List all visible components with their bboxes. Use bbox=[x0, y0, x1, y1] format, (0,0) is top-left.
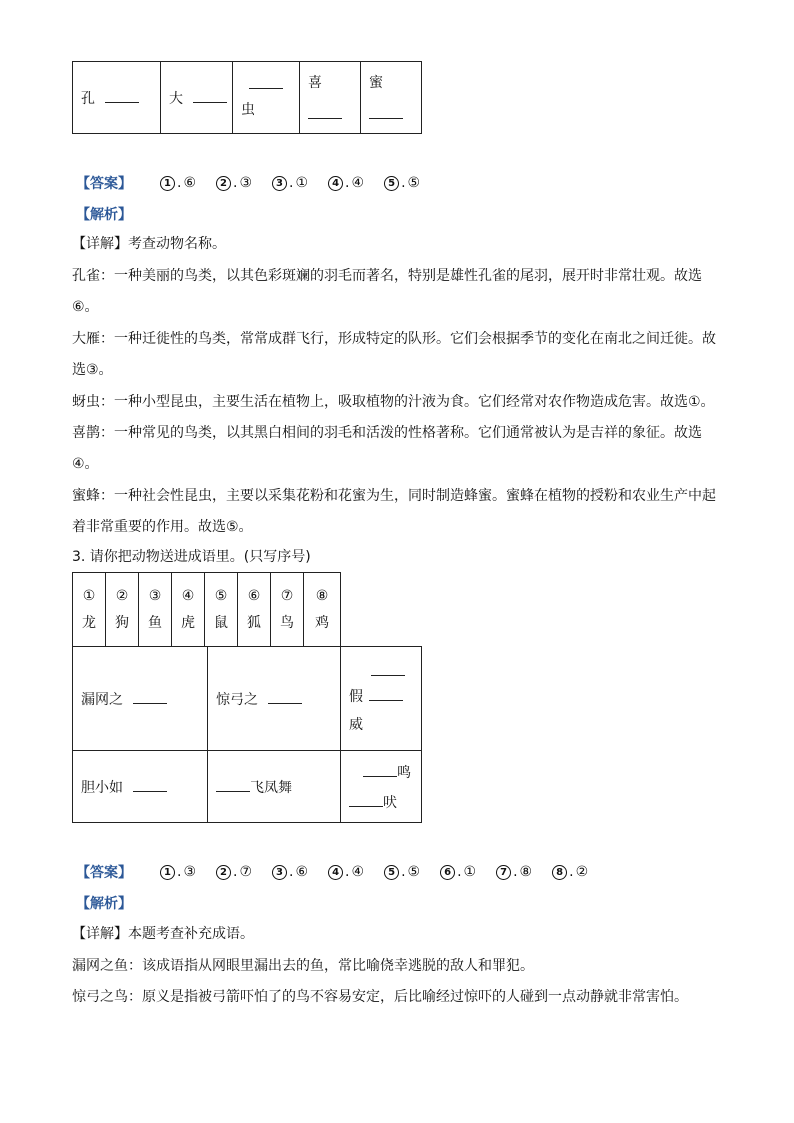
answer-label: 【答案】 bbox=[76, 865, 132, 881]
idiom-cell bbox=[341, 751, 422, 823]
option-name: 狐 bbox=[247, 614, 261, 631]
answer-number: 5 bbox=[384, 865, 399, 880]
option-name: 狗 bbox=[115, 614, 129, 631]
table-cell bbox=[300, 62, 361, 134]
answer-number: 1 bbox=[160, 176, 175, 191]
option-name: 鸡 bbox=[315, 614, 329, 631]
answer-item: 7 . ⑧ bbox=[496, 864, 532, 880]
answer-blank[interactable] bbox=[268, 691, 302, 704]
answer-number: 8 bbox=[552, 865, 567, 880]
answer-value: ③ bbox=[239, 175, 253, 191]
answer-item: 4 . ④ bbox=[328, 864, 364, 880]
option-number: ② bbox=[115, 587, 129, 604]
answer-number: 6 bbox=[440, 865, 455, 880]
idiom-cell bbox=[208, 647, 341, 751]
option-number: ⑤ bbox=[214, 587, 228, 604]
answer-item: 2 . ⑦ bbox=[216, 864, 252, 880]
answer-value: ⑤ bbox=[407, 175, 421, 191]
answer-blank[interactable] bbox=[349, 794, 383, 807]
cell-char: 大 bbox=[169, 90, 183, 107]
animal-option bbox=[172, 573, 205, 647]
answer-value: ③ bbox=[183, 864, 197, 880]
animal-option bbox=[271, 573, 304, 647]
answer-number: 2 bbox=[216, 865, 231, 880]
answer-item: 3 . ⑥ bbox=[272, 864, 308, 880]
answer-number: 3 bbox=[272, 176, 287, 191]
animal-option bbox=[304, 573, 341, 647]
option-number: ③ bbox=[148, 587, 162, 604]
animal-option bbox=[205, 573, 238, 647]
idiom-text: 吠 bbox=[383, 794, 397, 811]
analysis-line: 蚜虫：一种小型昆虫，主要生活在植物上，吸取植物的汁液为食。它们经常对农作物造成危害。故选①。 bbox=[72, 394, 715, 410]
answer-value: ① bbox=[295, 175, 309, 191]
answer-item: 6 . ① bbox=[440, 864, 476, 880]
answer-blank[interactable] bbox=[371, 663, 405, 676]
answer-number: 1 bbox=[160, 865, 175, 880]
answer-value: ⑤ bbox=[407, 864, 421, 880]
idiom-cell bbox=[73, 647, 208, 751]
table-cell bbox=[361, 62, 422, 134]
analysis-line: 漏网之鱼：该成语指从网眼里漏出去的鱼，常比喻侥幸逃脱的敌人和罪犯。 bbox=[72, 958, 534, 974]
analysis-line: 【详解】本题考查补充成语。 bbox=[72, 926, 254, 942]
answer-blank[interactable] bbox=[363, 764, 397, 777]
answer-number: 3 bbox=[272, 865, 287, 880]
answer-blank[interactable] bbox=[133, 779, 167, 792]
idiom-cell bbox=[341, 647, 422, 751]
answer-row bbox=[76, 173, 440, 193]
answer-label: 【答案】 bbox=[76, 176, 132, 192]
animal-option bbox=[139, 573, 172, 647]
animal-option bbox=[73, 573, 106, 647]
cell-char: 喜 bbox=[308, 75, 322, 91]
animal-option bbox=[238, 573, 271, 647]
animal-option bbox=[106, 573, 139, 647]
idiom-text: 惊弓之 bbox=[216, 691, 258, 708]
answer-value: ⑥ bbox=[183, 175, 197, 191]
idiom-text: 飞凤舞 bbox=[250, 779, 292, 796]
answer-value: ⑦ bbox=[239, 864, 253, 880]
analysis-line: 惊弓之鸟：原义是指被弓箭吓怕了的鸟不容易安定，后比喻经过惊吓的人碰到一点动静就非常害怕。 bbox=[72, 989, 688, 1005]
answer-blank[interactable] bbox=[105, 90, 139, 103]
answer-item: 3 . ① bbox=[272, 175, 308, 191]
option-name: 鸟 bbox=[280, 614, 294, 631]
animal-options-table bbox=[72, 572, 341, 647]
analysis-line: 蜜蜂：一种社会性昆虫，主要以采集花粉和花蜜为生，同时制造蜂蜜。蜜蜂在植物的授粉和农业生产中起 bbox=[72, 488, 716, 504]
analysis-line: ④。 bbox=[72, 456, 99, 472]
analysis-line: 【详解】考查动物名称。 bbox=[72, 236, 226, 252]
option-name: 龙 bbox=[82, 614, 96, 631]
answer-item: 5 . ⑤ bbox=[384, 175, 420, 191]
answer-blank[interactable] bbox=[133, 691, 167, 704]
answer-blank[interactable] bbox=[216, 779, 250, 792]
answer-value: ⑥ bbox=[295, 864, 309, 880]
idiom-text: 胆小如 bbox=[81, 779, 123, 796]
table-cell bbox=[161, 62, 233, 134]
analysis-line: 选③。 bbox=[72, 362, 113, 378]
answer-number: 7 bbox=[496, 865, 511, 880]
answer-item: 5 . ⑤ bbox=[384, 864, 420, 880]
question-title: 3. 请你把动物送进成语里。(只写序号) bbox=[72, 549, 311, 565]
answer-number: 5 bbox=[384, 176, 399, 191]
answer-blank[interactable] bbox=[369, 106, 403, 119]
answer-value: ④ bbox=[351, 864, 365, 880]
idiom-text: 鸣 bbox=[397, 764, 411, 781]
answer-item: 1 . ⑥ bbox=[160, 175, 196, 191]
answer-blank[interactable] bbox=[308, 106, 342, 119]
option-name: 虎 bbox=[181, 614, 195, 631]
analysis-line: 孔雀：一种美丽的鸟类，以其色彩斑斓的羽毛而著名，特别是雄性孔雀的尾羽，展开时非常壮观。故选 bbox=[72, 268, 702, 284]
option-number: ⑦ bbox=[280, 587, 294, 604]
analysis-line: 大雁：一种迁徙性的鸟类，常常成群飞行，形成特定的队形。它们会根据季节的变化在南北之间迁徙。故 bbox=[72, 331, 716, 347]
idiom-text: 威 bbox=[349, 717, 363, 733]
answer-row bbox=[76, 862, 608, 882]
option-name: 鼠 bbox=[214, 614, 228, 631]
answer-value: ⑧ bbox=[519, 864, 533, 880]
answer-number: 4 bbox=[328, 176, 343, 191]
idiom-table bbox=[72, 646, 422, 823]
option-number: ⑥ bbox=[247, 587, 261, 604]
answer-value: ① bbox=[463, 864, 477, 880]
answer-item: 2 . ③ bbox=[216, 175, 252, 191]
idiom-text: 漏网之 bbox=[81, 691, 123, 708]
cell-char: 虫 bbox=[241, 102, 255, 118]
option-number: ① bbox=[82, 587, 96, 604]
answer-number: 4 bbox=[328, 865, 343, 880]
answer-blank[interactable] bbox=[193, 90, 227, 103]
answer-value: ④ bbox=[351, 175, 365, 191]
idiom-cell bbox=[208, 751, 341, 823]
analysis-line: 着非常重要的作用。故选⑤。 bbox=[72, 519, 253, 535]
table-cell bbox=[233, 62, 300, 134]
answer-item: 4 . ④ bbox=[328, 175, 364, 191]
analysis-label: 【解析】 bbox=[76, 207, 132, 223]
option-number: ④ bbox=[181, 587, 195, 604]
answer-blank[interactable] bbox=[249, 76, 283, 89]
answer-value: ② bbox=[575, 864, 589, 880]
table-cell bbox=[73, 62, 161, 134]
answer-blank[interactable] bbox=[369, 688, 403, 701]
cell-char: 孔 bbox=[81, 90, 95, 107]
cell-char: 蜜 bbox=[369, 75, 383, 91]
analysis-line: 喜鹊：一种常见的鸟类，以其黑白相间的羽毛和活泼的性格著称。它们通常被认为是吉祥的象征。故选 bbox=[72, 425, 702, 441]
answer-item: 8 . ② bbox=[552, 864, 588, 880]
analysis-label: 【解析】 bbox=[76, 896, 132, 912]
option-number: ⑧ bbox=[315, 587, 329, 604]
animal-name-table bbox=[72, 61, 422, 134]
option-name: 鱼 bbox=[148, 614, 162, 631]
answer-number: 2 bbox=[216, 176, 231, 191]
idiom-cell bbox=[73, 751, 208, 823]
idiom-text: 假 bbox=[349, 689, 363, 705]
analysis-line: ⑥。 bbox=[72, 299, 99, 315]
answer-item: 1 . ③ bbox=[160, 864, 196, 880]
